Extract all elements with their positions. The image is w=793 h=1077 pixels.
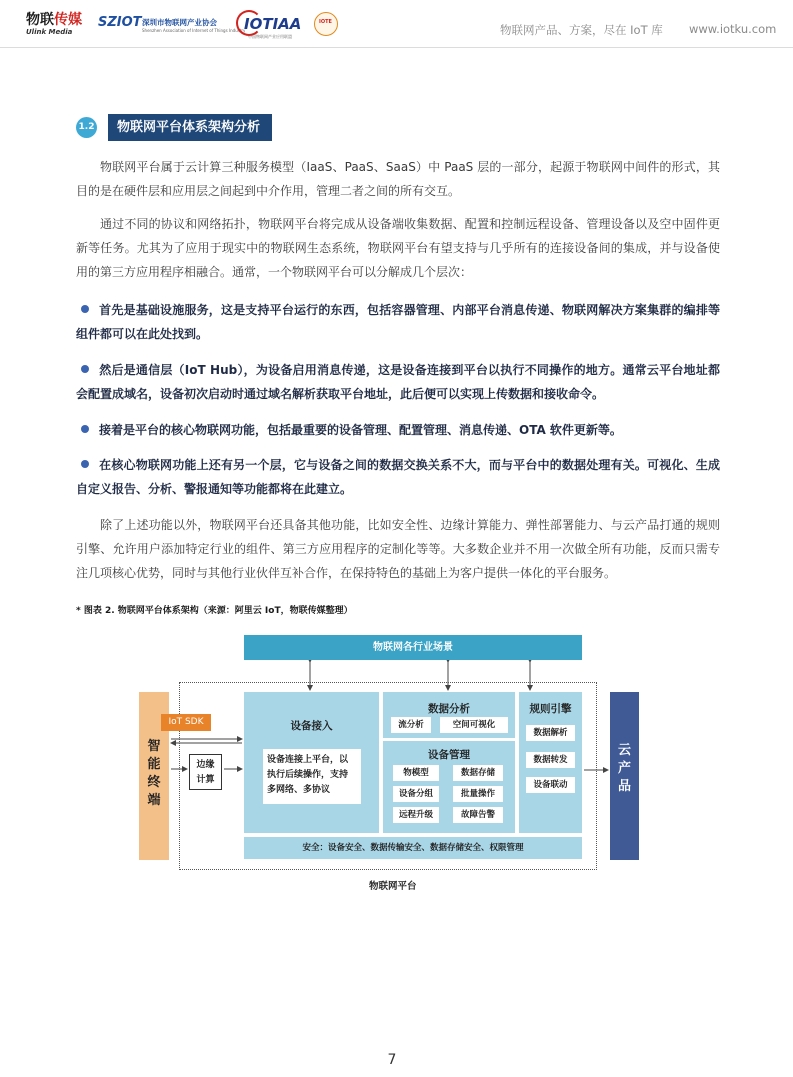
access-desc-line: 多网络、多协议 (267, 785, 331, 795)
chip-device-linkage: 设备联动 (526, 777, 575, 793)
chip-batch-operation: 批量操作 (453, 786, 503, 802)
chip-fault-alarm: 故障告警 (453, 807, 503, 823)
chip-stream-analysis: 流分析 (391, 717, 431, 733)
chip-spatial-visualization: 空间可视化 (440, 717, 508, 733)
chip-data-parse: 数据解析 (526, 725, 575, 741)
logo-text-a: 物联 (26, 12, 54, 28)
data-analysis-title: 数据分析 (428, 703, 470, 715)
device-management-title: 设备管理 (428, 749, 470, 761)
iotiaa-text: IOTIAA (244, 15, 302, 33)
body-paragraph: 通过不同的协议和网络拓扑，物联网平台将完成从设备端收集数据、配置和控制远程设备、管理设备以及空中固件更新等任务。尤其为了应用于现实中的物联网生态系统，物联网平台有望支持与几乎所有的连接设备间的集成，并与设备使用的第三方应用程序相融合。通常，一个物联网平台可以分解成几个层次： (76, 217, 720, 279)
iotiaa-sub: 中国物联网产业应用联盟 (248, 34, 292, 39)
logo-text-en: Ulink Media (26, 28, 73, 36)
security-bar: 安全：设备安全、数据传输安全、数据存储安全、权限管理 (244, 837, 582, 859)
access-desc-line: 设备连接上平台，以 (267, 755, 349, 765)
iot-sdk-label: IoT SDK (161, 714, 211, 731)
platform-label: 物联网平台 (369, 881, 417, 892)
bullet-text: 然后是通信层（IoT Hub），为设备启用消息传递，这是设备连接到平台以执行不同操作的地方。通常云平台地址都会配置成域名，设备初次启动时通过域名解析获取平台地址，此后便可以实现上传数据和接收命令。 (76, 363, 720, 401)
access-desc-line: 执行后续操作，支持 (267, 770, 349, 780)
cloud-product-block (610, 692, 639, 860)
page-number: 7 (387, 1052, 397, 1068)
industry-scenarios-bar: 物联网各行业场景 (244, 635, 582, 660)
header-website-link[interactable]: www.iotku.com (689, 22, 777, 36)
cloud-char: 云 (617, 743, 631, 758)
edge-compute-line: 边缘 (196, 760, 215, 770)
chip-data-forward: 数据转发 (526, 752, 575, 768)
rule-engine-panel (519, 692, 582, 833)
chip-device-group: 设备分组 (393, 786, 439, 802)
iote-text: IOTE (319, 19, 332, 25)
header-tagline: 物联网产品、方案，尽在 IoT 库 (500, 23, 663, 37)
device-management-panel (383, 741, 515, 833)
edge-compute-line: 计算 (196, 775, 215, 785)
chip-data-storage: 数据存储 (453, 765, 503, 781)
terminal-char: 端 (147, 793, 161, 808)
chip-remote-upgrade: 远程升级 (393, 807, 439, 823)
body-paragraph: 物联网平台属于云计算三种服务模型（IaaS、PaaS、SaaS）中 PaaS 层的一部分，起源于物联网中间件的形式，其目的是在硬件层和应用层之间起到中介作用，管理二者之间的所有交互。 (76, 160, 720, 198)
terminal-char: 终 (147, 775, 161, 790)
chip-thing-model: 物模型 (393, 765, 439, 781)
terminal-char: 能 (147, 757, 161, 772)
sziot-mark: SZIOT (98, 15, 142, 30)
figure-caption: * 图表 2. 物联网平台体系架构（来源：阿里云 IoT，物联传媒整理） (76, 606, 353, 616)
closing-paragraph: 除了上述功能以外，物联网平台还具备其他功能，比如安全性、边缘计算能力、弹性部署能力、与云产品打通的规则引擎、允许用户添加特定行业的组件、第三方应用程序的定制化等等。大多数企业并不用一次做全所有功能，反而只需专注几项核心优势，同时与其他行业伙伴互补合作，在保持特色的基础上为客户提供一体化的平台服务。 (76, 518, 720, 580)
terminal-char: 智 (147, 739, 161, 754)
device-access-description (263, 749, 361, 804)
cloud-char: 品 (617, 779, 631, 794)
section-number-badge: 1.2 (76, 117, 97, 138)
sziot-cn: 深圳市物联网产业协会 (142, 18, 217, 27)
rule-engine-title: 规则引擎 (529, 703, 572, 715)
device-access-title: 设备接入 (290, 720, 333, 732)
bullet-text: 在核心物联网功能上还有另一个层，它与设备之间的数据交换关系不大，而与平台中的数据处理有关。可视化、生成自定义报告、分析、警报通知等功能都将在此建立。 (76, 458, 720, 496)
edge-compute-box (189, 754, 222, 790)
bullet-text: 首先是基础设施服务，这是支持平台运行的东西，包括容器管理、内部平台消息传递、物联网解决方案集群的编排等组件都可以在此处找到。 (76, 303, 720, 341)
bullet-text: 接着是平台的核心物联网功能，包括最重要的设备管理、配置管理、消息传递、OTA 软件更新等。 (99, 423, 622, 437)
section-title: 物联网平台体系架构分析 (108, 114, 272, 141)
sziot-en: Shenzhen Association of Internet of Things Industry (142, 28, 246, 33)
data-analysis-panel (383, 692, 515, 738)
logo-text-b: 传媒 (54, 12, 82, 28)
cloud-char: 产 (617, 761, 631, 776)
